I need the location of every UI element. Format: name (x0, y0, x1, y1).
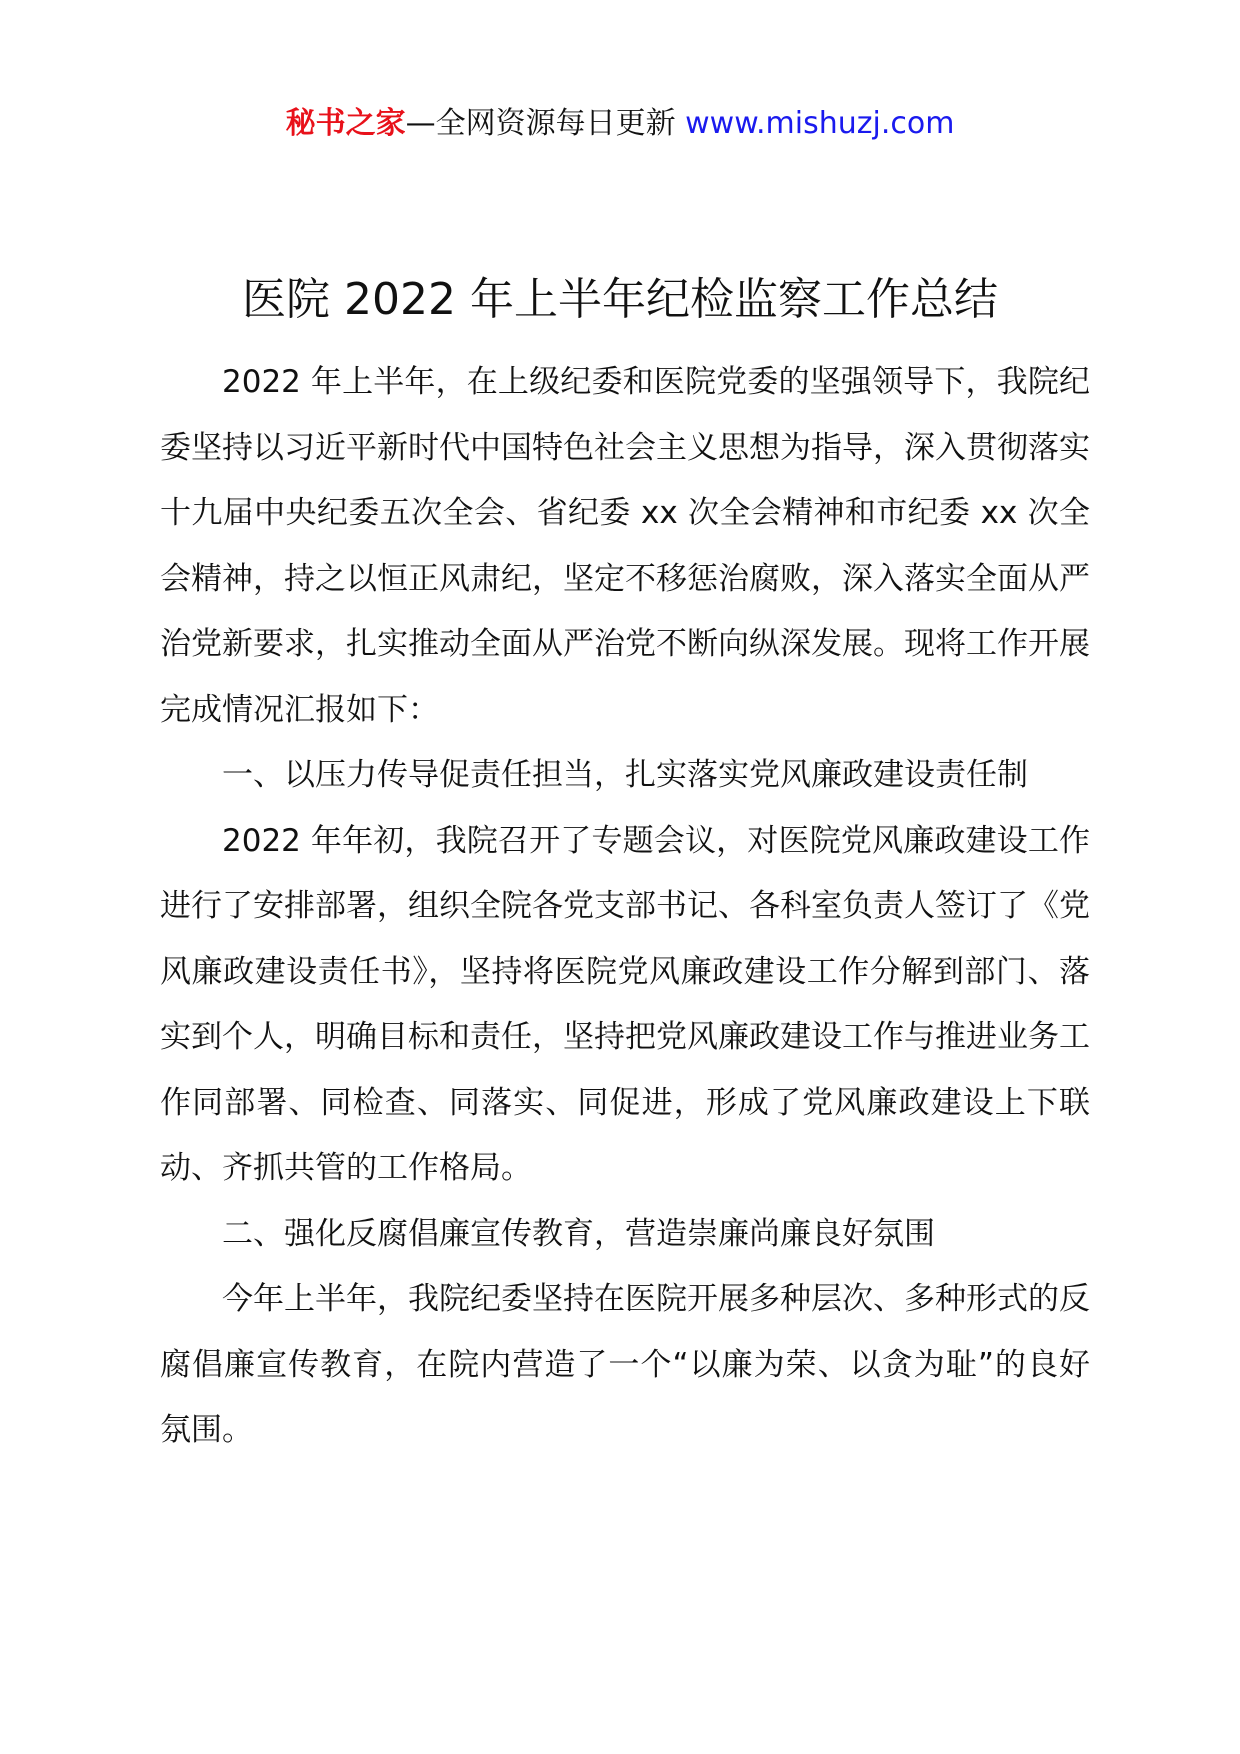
brand-name: 秘书之家 (285, 106, 406, 141)
section-heading: 一、以压力传导促责任担当，扎实落实党风廉政建设责任制 (222, 757, 1028, 793)
body-paragraph: 今年上半年，我院纪委坚持在医院开展多种层次、多种形式的反腐倡廉宣传教育，在院内营造了一个“以廉为荣、以贪为耻”的良好氛围。 (160, 1281, 1090, 1448)
page-header (0, 102, 1240, 146)
document-title: 医院 2022 年上半年纪检监察工作总结 (242, 274, 998, 325)
website-link[interactable]: www.mishuzj.com (685, 106, 955, 141)
document-body (160, 350, 1090, 1464)
body-paragraph: 2022 年上半年，在上级纪委和医院党委的坚强领导下，我院纪委坚持以习近平新时代中国特色社会主义思想为指导，深入贯彻落实十九届中央纪委五次全会、省纪委 xx 次全会精神和市纪委 xx 次全会精神，持之以恒正风肃纪，坚定不移惩治腐败，深入落实全面从严治党新要求，扎实推动全面从严治党不断向纵深发展。现将工作开展完成情况汇报如下： (160, 364, 1090, 728)
section-heading: 二、强化反腐倡廉宣传教育，营造崇廉尚廉良好氛围 (222, 1215, 935, 1252)
header-tagline: —全网资源每日更新 (405, 106, 676, 141)
body-paragraph: 2022 年年初，我院召开了专题会议，对医院党风廉政建设工作进行了安排部署，组织全院各党支部书记、各科室负责人签订了《党风廉政建设责任书》，坚持将医院党风廉政建设工作分解到部门、落实到个人，明确目标和责任，坚持把党风廉政建设工作与推进业务工作同部署、同检查、同落实、同促进，形成了党风廉政建设上下联动、齐抓共管的工作格局。 (160, 822, 1090, 1186)
